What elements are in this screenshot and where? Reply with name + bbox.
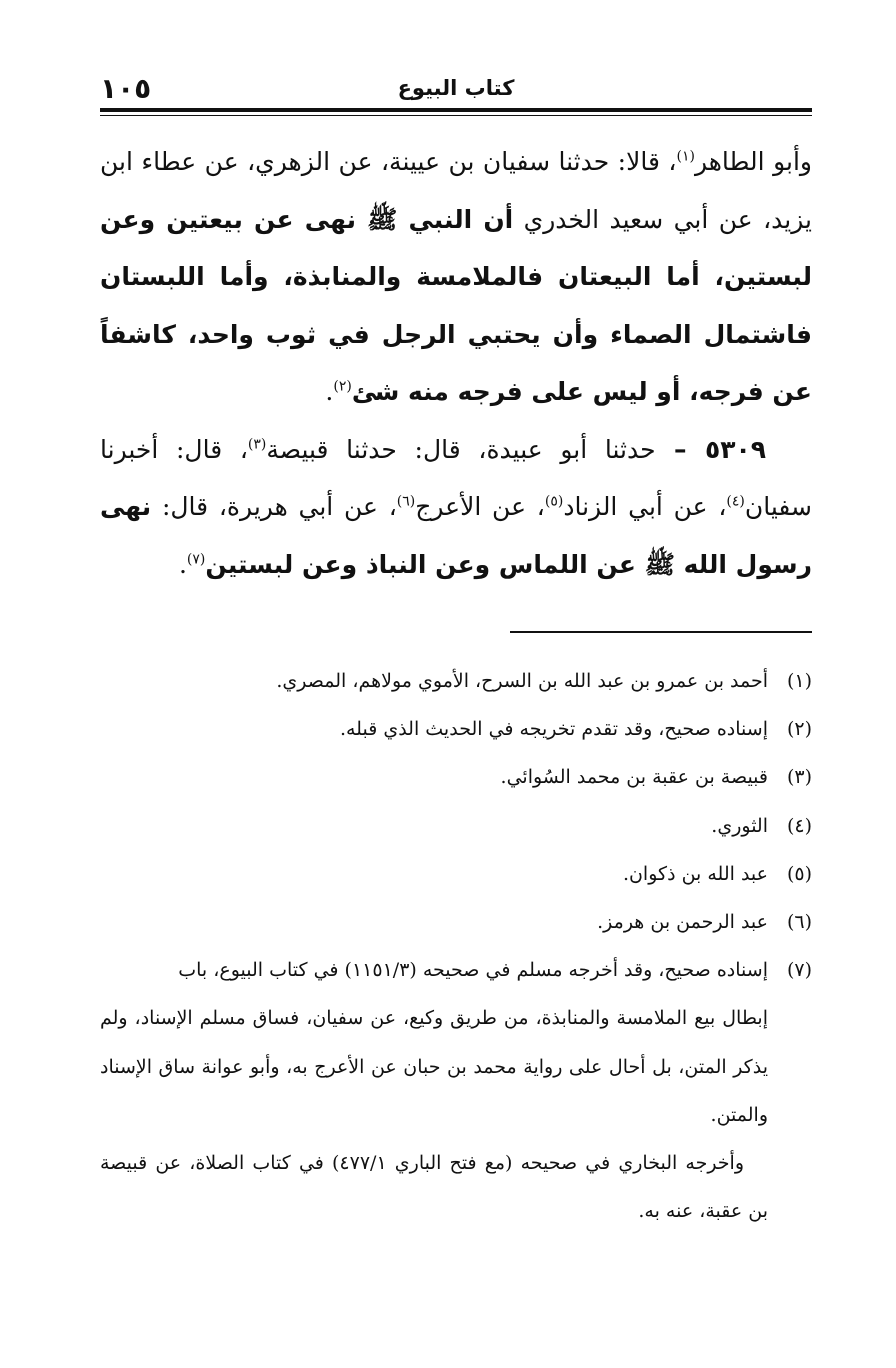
footnote-text: إسناده صحيح، وقد أخرجه مسلم في صحيحه (١١٥١/٣) في كتاب البيوع، باب — [178, 959, 768, 982]
footnotes — [100, 657, 812, 1235]
footnote-number: (٦) — [786, 911, 812, 934]
paragraph-2 — [100, 421, 812, 594]
p2-hadith-text: نهى رسول الله ﷺ عن اللماس وعن النباذ وعن لبستين — [100, 492, 812, 579]
footnote-text: عبد الرحمن بن هرمز. — [597, 911, 768, 934]
footnote-7-extra: وأخرجه البخاري في صحيحه (مع فتح الباري ٤٧٧/١) في كتاب الصلاة، عن قبيصة بن عقبة، عنه به. — [100, 1152, 768, 1223]
p1-hadith-text: أن النبي ﷺ نهى عن بيعتين وعن لبستين، أما البيعتان فالملامسة والمنابذة، وأما اللبستان فاشتمال الصماء وأن يحتبي الرجل في ثوب واحد، كاشفاً عن فرجه، أو ليس على فرجه منه شئ — [100, 204, 812, 406]
footnote-number: (٢) — [786, 718, 812, 741]
running-title: كتاب البيوع — [397, 76, 515, 100]
footnote-number: (١) — [786, 670, 812, 692]
header-rule-thick — [100, 108, 812, 112]
footnote-number: (٥) — [786, 862, 812, 885]
footnote-ref-2: (٢) — [333, 378, 352, 395]
footnote-number: (٧) — [786, 959, 812, 982]
p1-text-2: ، قالا: حدثنا سفيان بن عيينة، عن الزهري، عن عطاء ابن يزيد، عن أبي سعيد الخدري — [100, 147, 812, 234]
page-header — [100, 70, 812, 110]
footnote-2 — [100, 705, 812, 753]
main-text — [100, 133, 812, 593]
p2-end: . — [178, 549, 187, 579]
p1-end: . — [325, 377, 334, 406]
footnote-7-continuation: إبطال بيع الملامسة والمنابذة، من طريق وكيع، عن سفيان، فساق مسلم الإسناد، ولم يذكر المتن، بل أحال على رواية محمد بن حبان عن الأعرج به، وأبو عوانة ساق الإسناد والمتن. — [100, 1007, 768, 1126]
footnote-6 — [100, 898, 812, 946]
footnote-7 — [100, 946, 812, 994]
footnote-ref-3: (٣) — [247, 436, 267, 453]
footnote-5 — [100, 850, 812, 898]
p2-text-2: ، قال: أخبرنا سفيان — [100, 434, 812, 521]
footnote-4 — [100, 802, 812, 850]
footnote-text: قبيصة بن عقبة بن محمد السُوائي. — [500, 766, 768, 789]
header-rule-thin — [100, 115, 812, 116]
footnote-ref-5: (٥) — [544, 493, 564, 510]
footnote-ref-1: (١) — [676, 148, 695, 165]
page-number: ١٠٥ — [100, 72, 152, 105]
footnote-text: الثوري. — [711, 814, 768, 837]
footnote-text: إسناده صحيح، وقد تقدم تخريجه في الحديث الذي قبله. — [339, 718, 768, 741]
hadith-number: ٥٣٠٩ — [704, 434, 766, 464]
footnote-text: عبد الله بن ذكوان. — [622, 862, 768, 885]
footnote-ref-6: (٦) — [396, 493, 416, 510]
footnote-ref-7: (٧) — [186, 551, 206, 568]
p2-text-3: ، عن أبي الزناد — [563, 492, 727, 521]
paragraph-1 — [100, 133, 812, 421]
footnote-number: (٤) — [786, 814, 812, 837]
footnote-1 — [100, 657, 812, 705]
footnote-3 — [100, 753, 812, 801]
footnote-number: (٣) — [786, 766, 812, 789]
p2-text-1: حدثنا أبو عبيدة، قال: حدثنا قبيصة — [266, 434, 656, 464]
footnote-separator — [510, 631, 812, 633]
p2-text-4: ، عن الأعرج — [415, 492, 545, 521]
p1-text-1: وأبو الطاهر — [694, 147, 812, 176]
footnote-text: أحمد بن عمرو بن عبد الله بن السرح، الأموي مولاهم، المصري. — [276, 670, 768, 692]
hadith-dash: – — [655, 434, 705, 464]
footnote-ref-4: (٤) — [726, 493, 745, 510]
p2-text-5: ، عن أبي هريرة، قال: — [151, 492, 397, 521]
